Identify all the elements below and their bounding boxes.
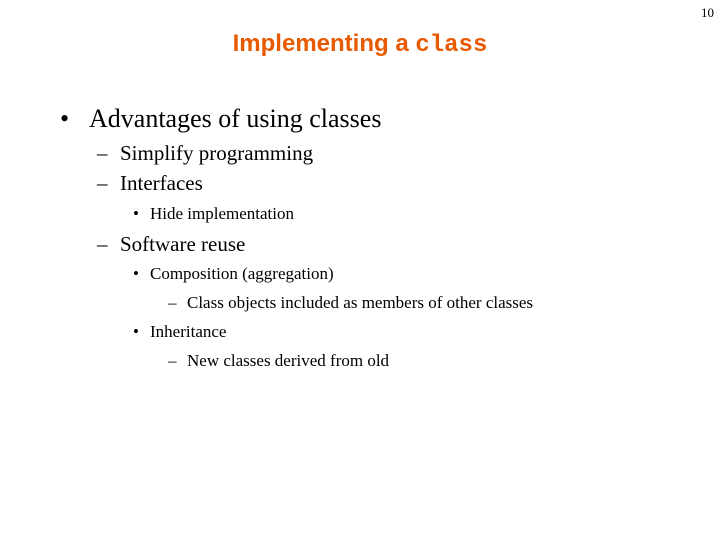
title-code: class: [415, 32, 488, 59]
bullet-5: [97, 232, 245, 257]
bullet-7-text: Class objects included as members of other classes: [187, 293, 534, 312]
slide-title: [0, 30, 720, 59]
slide-number: 10: [701, 5, 714, 20]
bullet-4: [133, 204, 294, 224]
bullet-6-marker: •: [133, 264, 139, 283]
bullet-4-text: Hide implementation: [150, 204, 294, 223]
bullet-3-text: Interfaces: [120, 171, 203, 195]
bullet-6: [133, 264, 334, 284]
bullet-8: [133, 322, 226, 342]
bullet-3-marker: –: [97, 171, 108, 195]
bullet-2-text: Simplify programming: [120, 141, 314, 165]
bullet-5-marker: –: [97, 232, 108, 256]
bullet-1-text: Advantages of using classes: [89, 104, 382, 133]
bullet-7-marker: –: [168, 293, 177, 312]
bullet-2: [97, 141, 313, 166]
bullet-5-text: Software reuse: [120, 232, 246, 256]
bullet-9-text: New classes derived from old: [187, 351, 390, 370]
title-text: Implementing a: [232, 30, 416, 57]
bullet-7: [168, 293, 533, 313]
bullet-8-marker: •: [133, 322, 139, 341]
bullet-9-marker: –: [168, 351, 177, 370]
bullet-9: [168, 351, 389, 371]
bullet-6-text: Composition (aggregation): [150, 264, 334, 283]
bullet-1-marker: •: [60, 104, 70, 133]
bullet-8-text: Inheritance: [150, 322, 227, 341]
bullet-4-marker: •: [133, 204, 139, 223]
bullet-2-marker: –: [97, 141, 108, 165]
bullet-1: [60, 104, 381, 134]
bullet-3: [97, 171, 203, 196]
